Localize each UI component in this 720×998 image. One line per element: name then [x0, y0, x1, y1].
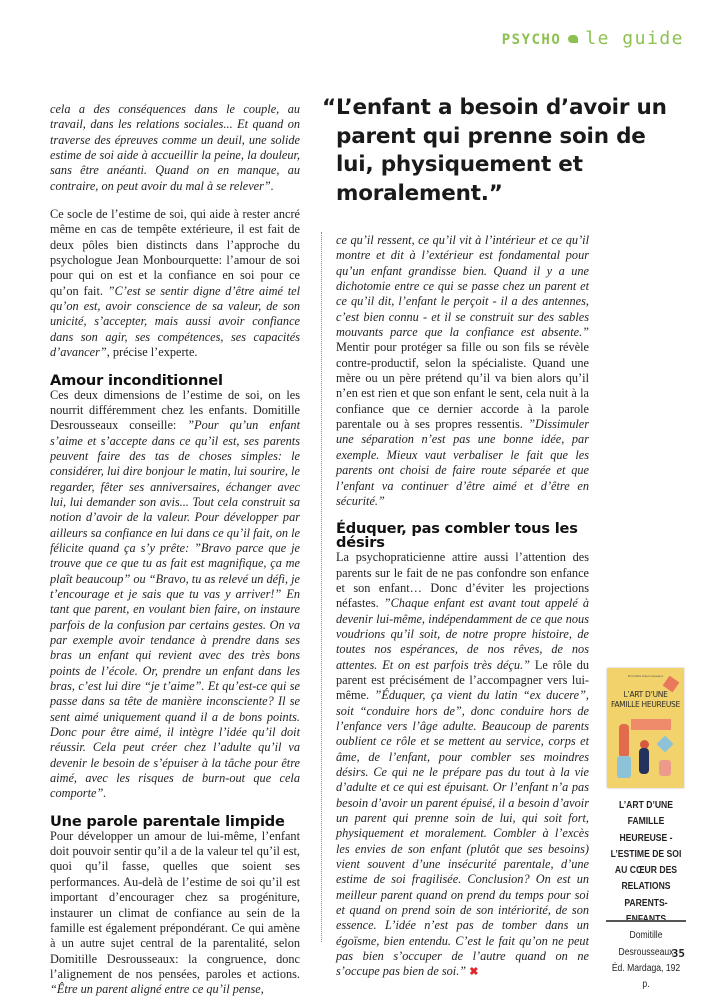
figure-illustration	[619, 724, 629, 758]
pull-quote-text: L’enfant a besoin d’avoir un parent qui prenne soin de lui, physiquement et moralement.”	[336, 95, 667, 206]
page-number: 35	[671, 947, 685, 960]
book-caption-author: Domitille Desrousseaux	[618, 930, 674, 958]
quote-text: ”Dissimuler une séparation n’est pas une bonne idée, par exemple. Mieux vaut verbaliser le fait que les parents ont choisi de faire route séparée et que l’enfant va continuer d’être aimé et d’être en sécurité.”	[336, 417, 589, 508]
speech-bubble-icon	[568, 35, 578, 43]
book-cover-image	[607, 668, 684, 788]
quote-text: “Être un parent aligné entre ce qu’il pense,	[50, 982, 264, 997]
open-quote-mark: “	[322, 95, 336, 120]
column-divider	[321, 232, 322, 942]
body-text: Ce socle de l’estime de soi, qui aide à rester ancré même en cas de tempête extérieure, il est fait de deux pôles bien distincts dans l’approche du psychologue Jean Monbourquette: l’amour de soi pour qui on est et la confiance en soi pour ce qu’on fait.	[50, 207, 300, 298]
body-text: , précise l’experte.	[106, 345, 198, 360]
book-caption	[607, 798, 684, 994]
body-text: Ces deux dimensions de l’estime de soi, on les nourrit différemment chez les enfants. Domitille Desrousseaux conseille:	[50, 387, 300, 433]
figure-illustration	[617, 756, 631, 778]
sidebar-rule	[606, 920, 686, 922]
book-caption-title: L’ART D’UNE FAMILLE HEUREUSE - L’ESTIME DE SOI AU CŒUR DES RELATIONS PARENTS-ENFANTS	[610, 800, 682, 926]
section-header	[502, 28, 684, 49]
quote-text: ”Éduquer, ça vient du latin “ex ducere”, soit “conduire hors de”, donc conduire hors de l’enfance vers l’âge adulte. Beaucoup de parents oublient ce rôle et se mettent au service, corps et âme, de l’enfant, pour combler ses moindres désirs. Ce qui ne le prépare pas du tout à la vie d’adulte et ce qui est épuisant. Or l’enfant n’a pas besoin d’avoir un parent épuisé, il a besoin d’avoir un parent qui prenne soin de lui, qui soit fort, physiquement et moralement. Combler à l’excès les envies de son enfant (plutôt que ses besoins) vient souvent d’une insécurité parentale, d’une estime de soi fragilisée. Conclusion? On est un meilleur parent quand on prend du temps pour soi et quand on prend soin de son intériorité, de son essence. L’idée n’est pas de tomber dans un égoïsme, bien entendu. C’est le fait qu’on ne peut pas bien s’occuper de l’autre quand on ne s’occupe pas bien de soi.”	[336, 688, 589, 979]
quote-text: ce qu’il ressent, ce qu’il vit à l’intérieur et ce qu’il montre et dit à l’extérieur est fondamental pour qu’un enfant grandisse bien. Quand il y a une dichotomie entre ce qui se passe chez un parent et ce qu’il dit, l’enfant le perçoit - il a des antennes, c’est bien connu - et il se construit sur des sables mouvants parce que la confiance est absente.”	[336, 233, 589, 340]
subheading: Amour inconditionnel	[50, 371, 223, 389]
subheading: Une parole parentale limpide	[50, 812, 285, 830]
section-label: le guide	[585, 28, 684, 49]
body-text: Pour développer un amour de lui-même, l’enfant doit pouvoir sentir qu’il a de la valeur tel qu’il est, quoi qu’il fasse, quelles que soient ses performances. Au-delà de l’estime de soi qu’il est important d’encourager chez sa progéniture, instaurer un climat de confiance au sein de la famille est également prépondérant. Ce qui amène à un autre sujet central de la parentalité, selon Domitille Desrousseaux: la congruence, donc l’alignement de nos pensées, paroles et actions.	[50, 828, 300, 981]
book-caption-publisher: Éd. Mardaga, 192 p.	[611, 962, 681, 991]
pull-quote	[322, 94, 682, 208]
quote-text: ”Chaque enfant est avant tout appelé à devenir lui-même, indépendamment de ce que nous voudrions qu’il soit, de notre propre histoire, de toutes nos espérances, de nos rêves, de nos attentes. Et on est parfois très déçu.”	[336, 596, 589, 672]
paragraph	[336, 233, 589, 509]
article-column-middle	[336, 233, 589, 981]
cover-band	[631, 719, 671, 730]
paragraph	[336, 550, 589, 981]
article-column-left	[50, 102, 300, 998]
body-text: Mentir pour protéger sa fille ou son fils se révèle contre-productif, selon la spécialiste. Quand une mère ou un père prétend qu’il va bien alors qu’il n’en est rien et que son enfant le sent, cela nuit à la confiance que ce dernier accorde à la parole parentale ou à ses propres ressentis.	[336, 340, 589, 432]
paragraph	[50, 829, 300, 998]
body-text: La psychopraticienne attire aussi l’attention des parents sur le fait de ne pas confondre son enfance et son enfant… Donc d’éviter les projections néfastes.	[336, 550, 589, 611]
quote-text: ”Pour qu’un enfant s’aime et s’accepte dans ce qu’il est, ses parents peuvent faire des tas de choses simples: le considérer, lui dire bonjour le matin, lui sourire, le regarder, fêter ses anniversaires, échanger avec lui, lui demander son avis... Tout cela construit sa notion d’avoir de la valeur. Pour développer par ailleurs sa confiance en lui dans ce qu’il fait, on le félicite quand ça s’y prête: ”Bravo parce que je trouve que ce que tu as fait est magnifique, ça me plaît beaucoup” ou “Bravo, tu as relevé un défi, je t’encourage et je sais que tu vas y arriver!” En tant que parent, en voulant bien faire, on instaure parfois de la confusion par certains gestes. On va par exemple avoir tendance à prendre dans ses bras un enfant qui revient avec des très bons points de l’école. Or, prendre un enfant dans les bras, c’est lui dire “je t’aime”. Et qu’est-ce qui se passe dans sa tête de manière inconsciente? Il se sent aimé uniquement quand il a de bons points. Donc pour être aimé, il intègre l’idée qu’il doit réussir. Cela peut créer chez l’adulte qu’il va devenir le besoin de s’épuiser à la tâche pour être aimé, avec les risques de burn-out que cela comporte”.	[50, 418, 300, 801]
rubric-label: PSYCHO	[501, 32, 562, 48]
end-mark-icon: ✖	[469, 966, 479, 979]
figure-illustration	[639, 748, 649, 774]
kite-illustration	[657, 736, 674, 753]
quote-text: cela a des conséquences dans le couple, au travail, dans les relations sociales... Et quand on traverse des épreuves comme un deuil, une solide estime de soi aide à accueillir la peine, la douleur, sans être anéanti. Quand on en manque, au contraire, on peut avoir du mal à se relever”.	[50, 102, 300, 193]
quote-text: ”C’est se sentir digne d’être aimé tel qu’on est, avoir conscience de sa valeur, de son unicité, s’accepter, mais aussi avoir confiance dans son agir, ses compétences, ses capacités d’avancer”	[50, 283, 300, 360]
subheading: Éduquer, pas combler tous les désirs	[336, 520, 578, 552]
figure-illustration	[659, 760, 671, 776]
paragraph	[50, 102, 300, 194]
body-text: Le rôle du parent est précisément de l’accompagner vers lui-même.	[336, 657, 589, 703]
book-cover-author: Domitille Desrousseaux	[627, 674, 664, 678]
paragraph	[50, 388, 300, 802]
book-cover-title: L’ART D’UNE FAMILLE HEUREUSE	[611, 690, 680, 709]
paragraph	[50, 207, 300, 360]
